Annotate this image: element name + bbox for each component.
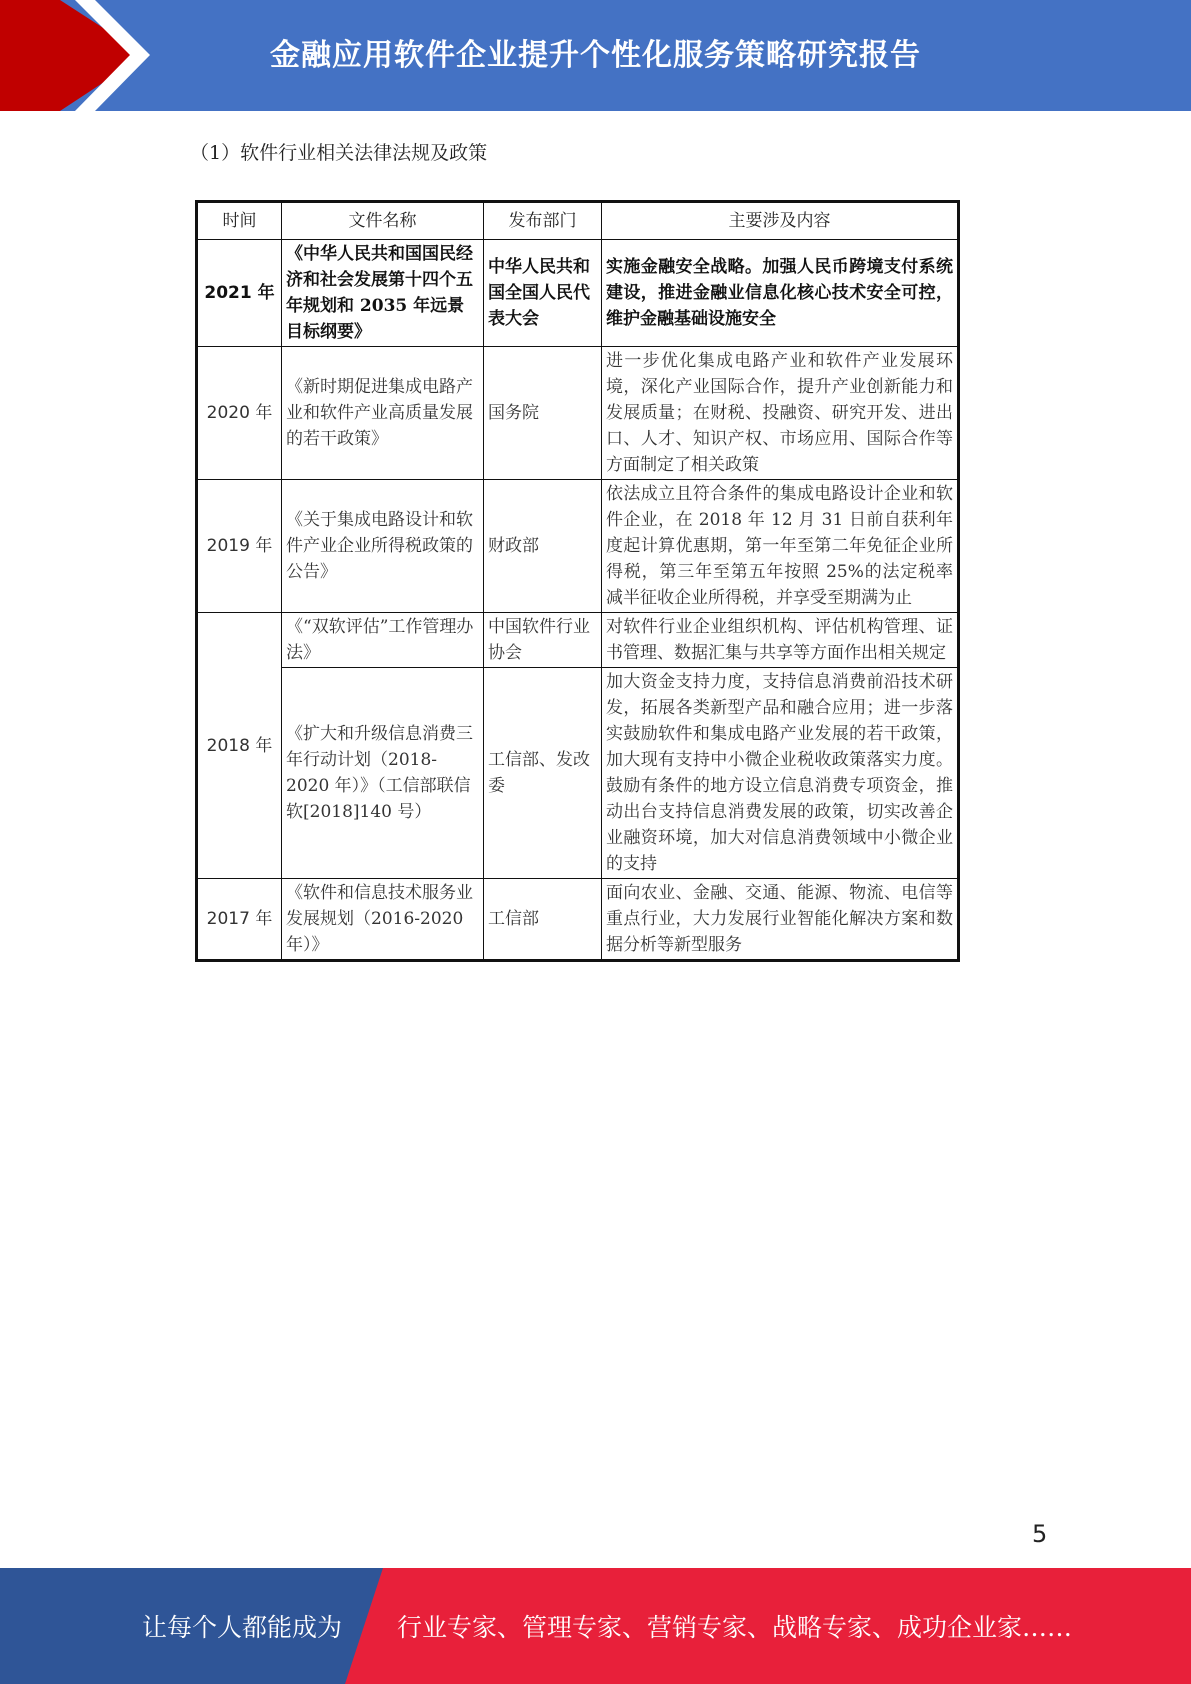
header-red-chevron (0, 0, 145, 111)
footer-slogan-left: 让每个人都能成为 (142, 1613, 343, 1642)
report-title: 金融应用软件企业提升个性化服务策略研究报告 (270, 38, 921, 73)
page-number: 5 (1032, 1520, 1048, 1548)
row-department: 工信部 (484, 879, 602, 961)
row-document: 《中华人民共和国国民经济和社会发展第十四个五年规划和 2035 年远景目标纲要》 (282, 240, 484, 347)
table-row (197, 347, 959, 480)
row-year: 2020 年 (197, 347, 282, 480)
row-content: 进一步优化集成电路产业和软件产业发展环境，深化产业国际合作，提升产业创新能力和发展质量；在财税、投融资、研究开发、进出口、人才、知识产权、市场应用、国际合作等方面制定了相关政策 (602, 347, 959, 480)
section-heading: （1）软件行业相关法律法规及政策 (190, 142, 488, 164)
column-header-document: 文件名称 (282, 202, 484, 240)
row-document: 《“双软评估”工作管理办法》 (282, 613, 484, 668)
header-banner (0, 0, 1191, 111)
row-document: 《软件和信息技术服务业发展规划（2016-2020 年）》 (282, 879, 484, 961)
row-year: 2019 年 (197, 480, 282, 613)
table-row (197, 480, 959, 613)
table-row (197, 240, 959, 347)
row-document: 《关于集成电路设计和软件产业企业所得税政策的公告》 (282, 480, 484, 613)
policy-table (195, 200, 960, 962)
footer-banner (0, 1568, 1191, 1684)
row-content: 实施金融安全战略。加强人民币跨境支付系统建设，推进金融业信息化核心技术安全可控，维护金融基础设施安全 (602, 240, 959, 347)
row-department: 国务院 (484, 347, 602, 480)
row-content: 依法成立且符合条件的集成电路设计企业和软件企业，在 2018 年 12 月 31 日前自获利年度起计算优惠期，第一年至第二年免征企业所得税，第三年至第五年按照 25%的法定税率减半征收企业所得税，并享受至期满为止 (602, 480, 959, 613)
footer-slogan-right: 行业专家、管理专家、营销专家、战略专家、成功企业家…… (397, 1613, 1073, 1642)
row-content: 面向农业、金融、交通、能源、物流、电信等重点行业，大力发展行业智能化解决方案和数据分析等新型服务 (602, 879, 959, 961)
row-content: 加大资金支持力度，支持信息消费前沿技术研发，拓展各类新型产品和融合应用；进一步落实鼓励软件和集成电路产业发展的若干政策，加大现有支持中小微企业税收政策落实力度。鼓励有条件的地方设立信息消费专项资金，推动出台支持信息消费发展的政策，切实改善企业融资环境，加大对信息消费领域中小微企业的支持 (602, 668, 959, 879)
table-row (197, 668, 959, 879)
row-year: 2018 年 (197, 613, 282, 879)
row-document: 《扩大和升级信息消费三年行动计划（2018-2020 年）》（工信部联信软[2018]140 号） (282, 668, 484, 879)
row-department: 工信部、发改委 (484, 668, 602, 879)
row-document: 《新时期促进集成电路产业和软件产业高质量发展的若干政策》 (282, 347, 484, 480)
row-department: 中国软件行业协会 (484, 613, 602, 668)
table-row (197, 879, 959, 961)
row-year: 2017 年 (197, 879, 282, 961)
row-department: 财政部 (484, 480, 602, 613)
table-row (197, 613, 959, 668)
row-department: 中华人民共和国全国人民代表大会 (484, 240, 602, 347)
row-content: 对软件行业企业组织机构、评估机构管理、证书管理、数据汇集与共享等方面作出相关规定 (602, 613, 959, 668)
row-year: 2021 年 (197, 240, 282, 347)
table-header-row (197, 202, 959, 240)
column-header-department: 发布部门 (484, 202, 602, 240)
column-header-time: 时间 (197, 202, 282, 240)
column-header-content: 主要涉及内容 (602, 202, 959, 240)
